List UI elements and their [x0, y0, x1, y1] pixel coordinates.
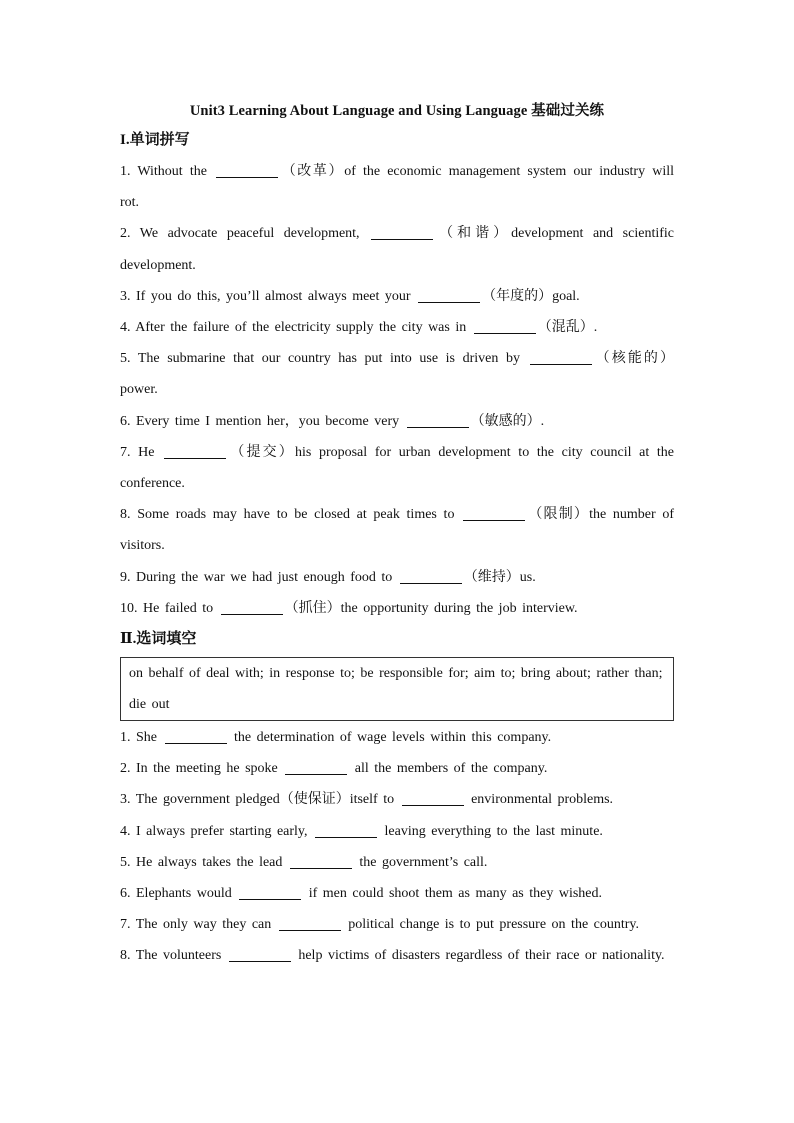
- question-text-before-blank: 8. The volunteers: [120, 948, 222, 964]
- question-text-after-blank: goal.: [552, 288, 580, 304]
- question-text-before-blank: 1. Without the: [120, 164, 207, 179]
- fill-in-question: [120, 753, 674, 784]
- question-text-after-blank: the determination of wage levels within this company.: [234, 730, 552, 746]
- question-text-after-blank: his proposal for urban development to the city council at the conference.: [120, 444, 675, 492]
- spelling-question: [120, 343, 674, 405]
- answer-blank[interactable]: [463, 506, 525, 521]
- chinese-hint: （和谐）: [435, 225, 512, 242]
- question-text-after-blank: power.: [120, 382, 158, 398]
- question-text-before-blank: 6. Every time I mention her，you become very: [120, 413, 400, 429]
- chinese-hint: （核能的）: [593, 350, 675, 367]
- chinese-hint: （抓住）: [284, 599, 341, 616]
- spelling-question: [120, 593, 674, 624]
- answer-blank[interactable]: [474, 319, 536, 334]
- question-text-after-blank: the government’s call.: [359, 854, 488, 870]
- question-text-after-blank: environmental problems.: [471, 792, 614, 808]
- chinese-hint: （提交）: [228, 443, 295, 460]
- question-text-before-blank: 5. The submarine that our country has put into use is driven by: [120, 351, 520, 367]
- question-text-after-blank: leaving everything to the last minute.: [384, 823, 603, 839]
- chinese-hint: （限制）: [527, 506, 590, 523]
- chinese-hint: （维持）: [463, 568, 520, 585]
- question-text-before-blank: 1. She: [120, 730, 157, 746]
- spelling-question: [120, 156, 674, 218]
- question-text-after-blank: .: [593, 320, 598, 336]
- section-heading-spelling: I.单词拼写: [120, 132, 190, 148]
- question-text-after-blank: the opportunity during the job interview.: [340, 600, 578, 616]
- question-text-after-blank: us.: [519, 569, 536, 585]
- fill-in-question: [120, 940, 674, 971]
- answer-blank[interactable]: [229, 947, 291, 962]
- answer-blank[interactable]: [407, 413, 469, 428]
- spelling-question: [120, 437, 674, 499]
- question-text-before-blank: 7. The only way they can: [120, 917, 272, 933]
- answer-blank[interactable]: [216, 163, 278, 178]
- spelling-question: [120, 281, 674, 312]
- section-heading-fill-in: Ⅱ.选词填空: [120, 631, 197, 648]
- spelling-question-list: [120, 156, 674, 624]
- question-text-before-blank: 10. He failed to: [120, 600, 214, 616]
- fill-in-question: [120, 784, 674, 815]
- question-text-before-blank: 7. He: [120, 444, 155, 460]
- answer-blank[interactable]: [165, 729, 227, 744]
- question-text-after-blank: .: [540, 413, 545, 429]
- answer-blank[interactable]: [221, 600, 283, 615]
- worksheet-title: Unit3 Learning About Language and Using Language 基础过关练: [189, 103, 605, 119]
- fill-in-question: [120, 722, 674, 753]
- fill-in-question: [120, 909, 674, 940]
- answer-blank[interactable]: [530, 350, 592, 365]
- question-text-after-blank: political change is to put pressure on the country.: [348, 917, 640, 933]
- question-text-before-blank: 6. Elephants would: [120, 886, 232, 902]
- answer-blank[interactable]: [239, 885, 301, 900]
- chinese-hint: （敏感的）: [470, 412, 541, 429]
- answer-blank[interactable]: [315, 823, 377, 838]
- question-text-before-blank: 3. If you do this, you’ll almost always meet your: [120, 288, 411, 304]
- answer-blank[interactable]: [290, 854, 352, 869]
- question-text-before-blank: 9. During the war we had just enough food to: [120, 569, 393, 585]
- answer-blank[interactable]: [285, 760, 347, 775]
- question-text-after-blank: if men could shoot them as many as they wished.: [308, 886, 603, 902]
- question-text-before-blank: 2. We advocate peaceful development,: [120, 226, 360, 242]
- spelling-question: [120, 312, 674, 343]
- question-text-after-blank: of the economic management system our industry will rot.: [120, 164, 674, 211]
- question-text-before-blank: 4. After the failure of the electricity supply the city was in: [120, 320, 467, 336]
- question-text-after-blank: all the members of the company.: [354, 761, 548, 777]
- chinese-hint: （改革）: [280, 163, 345, 179]
- fill-in-question-list: [120, 722, 674, 972]
- question-text-before-blank: 8. Some roads may have to be closed at peak times to: [120, 507, 455, 523]
- chinese-hint: （混乱）: [537, 319, 594, 336]
- question-text-after-blank: help victims of disasters regardless of their race or nationality.: [298, 948, 665, 964]
- answer-blank[interactable]: [164, 444, 226, 459]
- spelling-question: [120, 218, 674, 280]
- fill-in-question: [120, 847, 674, 878]
- question-text-before-blank: 4. I always prefer starting early,: [120, 823, 308, 839]
- answer-blank[interactable]: [400, 569, 462, 584]
- answer-blank[interactable]: [371, 225, 433, 240]
- word-bank-box: on behalf of deal with; in response to; be responsible for; aim to; bring about; rather than; die out: [120, 657, 674, 721]
- answer-blank[interactable]: [418, 288, 480, 303]
- question-text-before-blank: 2. In the meeting he spoke: [120, 761, 278, 777]
- answer-blank[interactable]: [402, 791, 464, 806]
- spelling-question: [120, 406, 674, 437]
- spelling-question: [120, 562, 674, 593]
- chinese-hint: （年度的）: [482, 287, 553, 304]
- question-text-before-blank: 3. The government pledged（使保证）itself to: [120, 792, 395, 808]
- answer-blank[interactable]: [279, 916, 341, 931]
- spelling-question: [120, 499, 674, 561]
- question-text-after-blank: the number of visitors.: [120, 507, 675, 554]
- question-text-before-blank: 5. He always takes the lead: [120, 854, 283, 870]
- fill-in-question: [120, 816, 674, 847]
- fill-in-question: [120, 878, 674, 909]
- question-text-after-blank: development and scientific development.: [120, 226, 674, 273]
